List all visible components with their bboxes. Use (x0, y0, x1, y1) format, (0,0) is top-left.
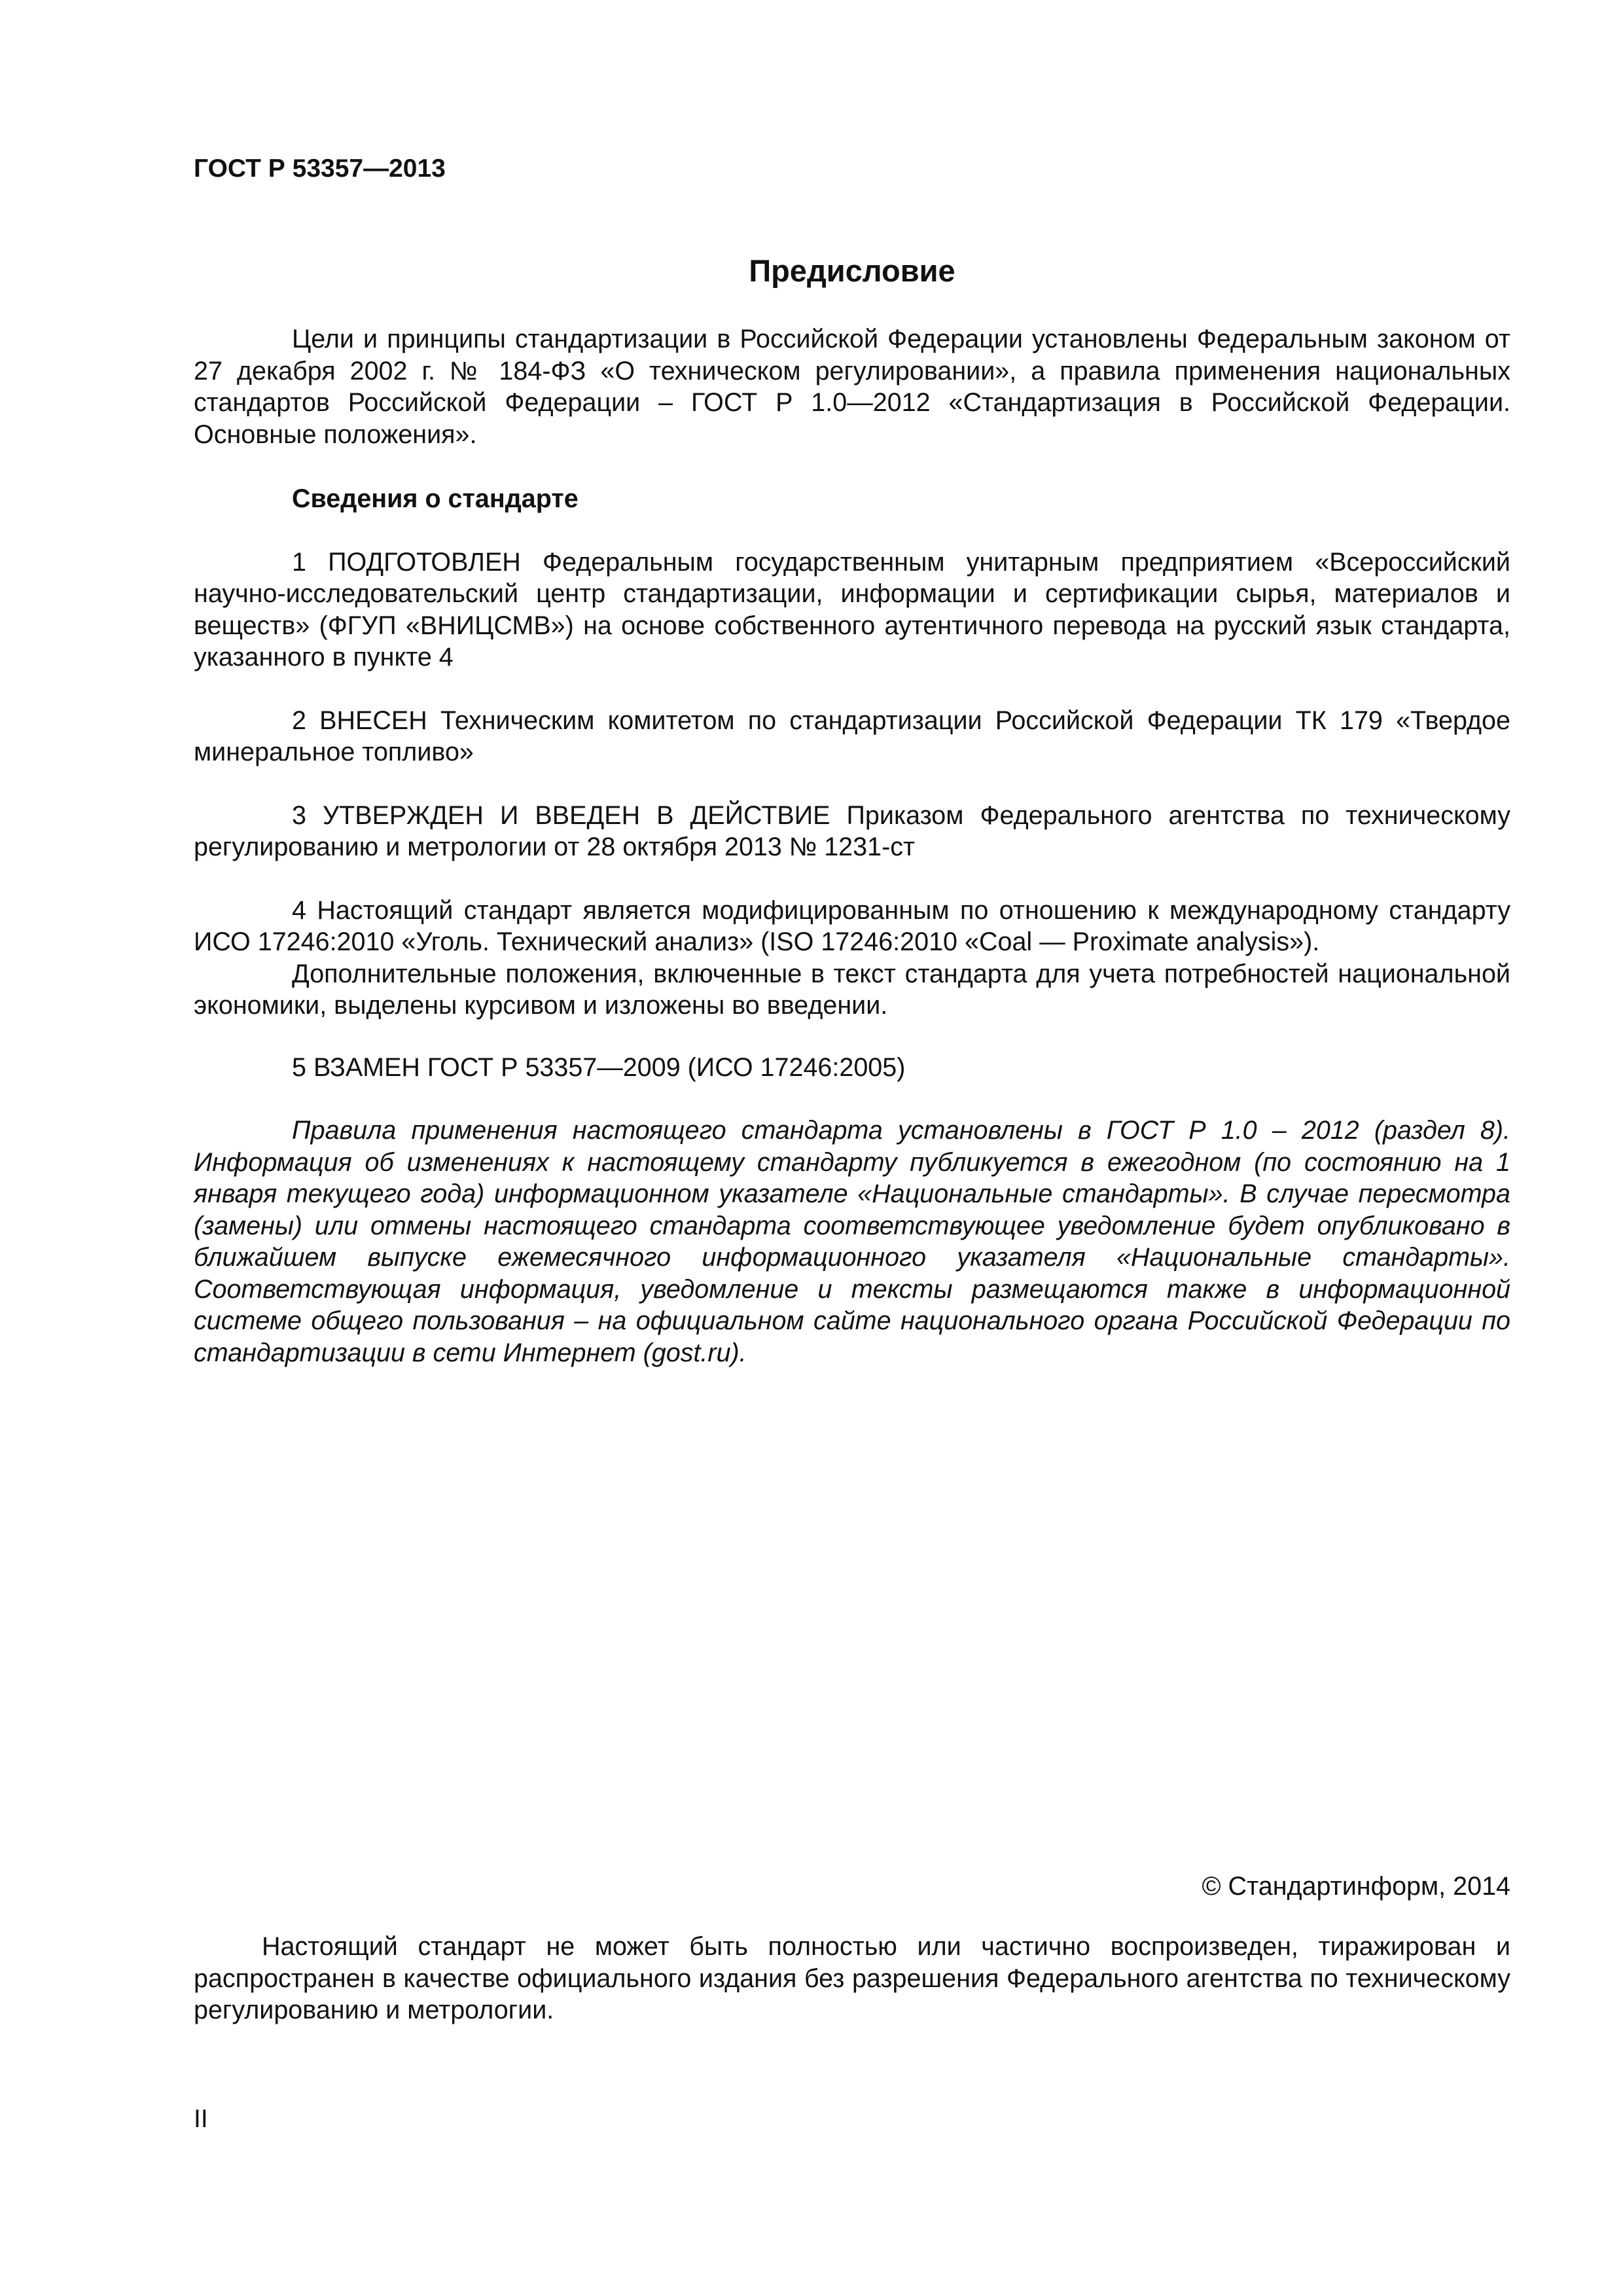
item-3-paragraph: 3 УТВЕРЖДЕН И ВВЕДЕН В ДЕЙСТВИЕ Приказом Федерального агентства по техническому регулированию и метрологии от 28 октября 2013 № 1231-ст (194, 800, 1510, 861)
item-5-paragraph: 5 ВЗАМЕН ГОСТ Р 53357—2009 (ИСО 17246:2005) (292, 1052, 906, 1082)
page-number: II (194, 2105, 208, 2133)
info-heading: Сведения о стандарте (292, 484, 579, 513)
rules-italic-paragraph: Правила применения настоящего стандарта установлены в ГОСТ Р 1.0 – 2012 (раздел 8). Информация об изменениях к настоящему стандарту публикуется в ежегодном (по состоянию на 1 января текущего года) информационном указателе «Национальные стандарты». В случае пересмотра (замены) или отмены настоящего стандарта соответствующее уведомление будет опубликовано в ближайшем выпуске ежемесячного информационного указателя «Национальные стандарты». Соответствующая информация, уведомление и тексты размещаются также в информационной системе общего пользования – на официальном сайте национального органа Российской Федерации по стандартизации в сети Интернет (gost.ru). (194, 1116, 1510, 1367)
reproduction-notice (194, 1931, 1510, 2026)
intro-paragraph: Цели и принципы стандартизации в Российской Федерации установлены Федеральным законом от 27 декабря 2002 г. № 184-ФЗ «О техническом регулировании», а правила применения национальных стандартов Российской Федерации – ГОСТ Р 1.0—2012 «Стандартизация в Российской Федерации. Основные положения». (194, 325, 1510, 449)
item-4-paragraph: 4 Настоящий стандарт является модифицированным по отношению к международному стандарту ИСО 17246:2010 «Уголь. Технический анализ» (ISO 17246:2010 «Coal — Proximate analysis»). (194, 895, 1510, 956)
notice-paragraph: Настоящий стандарт не может быть полностью или частично воспроизведен, тиражирован и распространен в качестве официального издания без разрешения Федерального агентства по техническому регулированию и метрологии. (194, 1932, 1510, 2024)
item-1-paragraph: 1 ПОДГОТОВЛЕН Федеральным государственным унитарным предприятием «Всероссийский научно-исследовательский центр стандартизации, информации и сертификации сырья, материалов и веществ» (ФГУП «ВНИЦСМВ») на основе собственного аутентичного перевода на русский язык стандарта, указанного в пункте 4 (194, 547, 1510, 672)
copyright-line: © Стандартинформ, 2014 (1202, 1872, 1510, 1901)
item-4-extra-paragraph: Дополнительные положения, включенные в текст стандарта для учета потребностей национальной экономики, выделены курсивом и изложены во введении. (194, 959, 1510, 1020)
item-2-paragraph: 2 ВНЕСЕН Техническим комитетом по стандартизации Российской Федерации ТК 179 «Твердое минеральное топливо» (194, 706, 1510, 766)
page-title: Предисловие (749, 253, 955, 288)
preface-body (194, 323, 1510, 1369)
standard-code-header: ГОСТ Р 53357—2013 (194, 154, 446, 183)
